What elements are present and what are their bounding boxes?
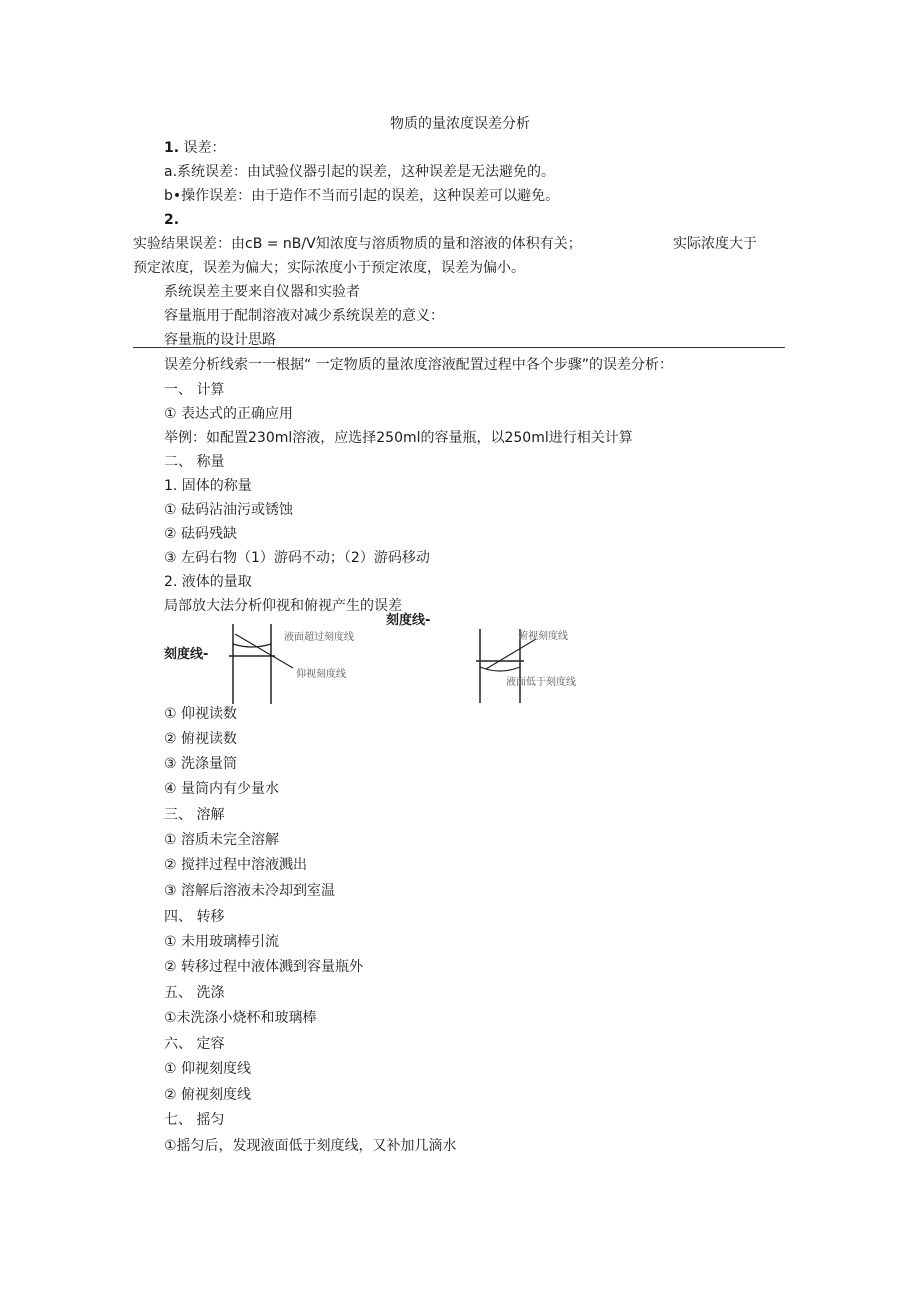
divider <box>133 347 785 348</box>
operation-error-line: b•操作误差：由于造作不当而引起的误差，这种误差可以避免。 <box>164 188 560 204</box>
item-1-text: 误差： <box>183 140 226 156</box>
liquid-item-2: ② 俯视读数 <box>164 731 238 747</box>
wash-item-1: ①未洗涤小烧杯和玻璃棒 <box>164 1010 317 1026</box>
right-scale-line-label: 刻度线- <box>386 613 431 628</box>
section-1-heading: 一、 计算 <box>164 382 225 398</box>
analysis-clue: 误差分析线索一一根据“ 一定物质的量浓度溶液配置过程中各个步骤”的误差分析： <box>164 357 673 373</box>
section-4-heading: 四、 转移 <box>164 909 225 925</box>
system-error-line: a.系统误差：由试验仪器引起的误差，这种误差是无法避免的。 <box>164 164 556 180</box>
section-5-heading: 五、 洗涤 <box>164 985 225 1001</box>
right-note-look-down: 俯视刻度线 <box>518 631 568 642</box>
section-7-heading: 七、 摇匀 <box>164 1112 225 1128</box>
transfer-item-2: ② 转移过程中液体溅到容量瓶外 <box>164 959 364 975</box>
system-error-source: 系统误差主要来自仪器和实验者 <box>164 284 360 300</box>
section-6-heading: 六、 定容 <box>164 1036 225 1052</box>
dissolve-item-3: ③ 溶解后溶液未冷却到室温 <box>164 883 336 899</box>
section-1-example: 举例：如配置230ml溶液，应选择250ml的容量瓶，以250ml进行相关计算 <box>164 430 633 446</box>
result-error-line-2: 预定浓度，误差为偏大；实际浓度小于预定浓度，误差为偏小。 <box>133 260 525 276</box>
page-title: 物质的量浓度误差分析 <box>390 116 530 132</box>
section-3-heading: 三、 溶解 <box>164 807 225 823</box>
liquid-item-3: ③ 洗涤量筒 <box>164 756 238 772</box>
transfer-item-1: ① 未用玻璃棒引流 <box>164 934 280 950</box>
flask-significance: 容量瓶用于配制溶液对减少系统误差的意义： <box>164 308 444 324</box>
section-1-item-1: ① 表达式的正确应用 <box>164 406 294 422</box>
dissolve-item-2: ② 搅拌过程中溶液溅出 <box>164 857 308 873</box>
result-error-line-end: 实际浓度大于 <box>673 236 757 252</box>
flask-design: 容量瓶的设计思路 <box>164 332 276 348</box>
section-2-heading: 二、 称量 <box>164 454 225 470</box>
right-note-below: 液面低于刻度线 <box>506 677 576 688</box>
volume-item-1: ① 仰视刻度线 <box>164 1061 252 1077</box>
magnify-method: 局部放大法分析仰视和俯视产生的误差 <box>164 598 402 614</box>
weighing-item-2: ② 砝码残缺 <box>164 526 238 542</box>
dissolve-item-1: ① 溶质未完全溶解 <box>164 832 280 848</box>
left-note-look-up: 仰视刻度线 <box>296 669 346 680</box>
result-error-line: 实验结果误差：由cB = nB/V知浓度与溶质物质的量和溶液的体积有关； <box>133 236 582 252</box>
item-1 <box>164 138 226 158</box>
liquid-item-1: ① 仰视读数 <box>164 706 238 722</box>
shake-item-1: ①摇匀后，发现液面低于刻度线，又补加几滴水 <box>164 1138 457 1154</box>
weighing-item-3: ③ 左码右物（1）游码不动；（2）游码移动 <box>164 550 430 566</box>
item-2-number: 2. <box>164 212 180 228</box>
item-1-number: 1. <box>164 140 180 156</box>
left-scale-line-label: 刻度线- <box>164 647 209 662</box>
liquid-item-4: ④ 量筒内有少量水 <box>164 781 280 797</box>
left-note-above: 液面超过刻度线 <box>284 632 354 643</box>
weighing-item-1: ① 砝码沾油污或锈蚀 <box>164 502 294 518</box>
liquid-measuring: 2. 液体的量取 <box>164 574 252 590</box>
solid-weighing: 1. 固体的称量 <box>164 478 252 494</box>
volume-item-2: ② 俯视刻度线 <box>164 1087 252 1103</box>
